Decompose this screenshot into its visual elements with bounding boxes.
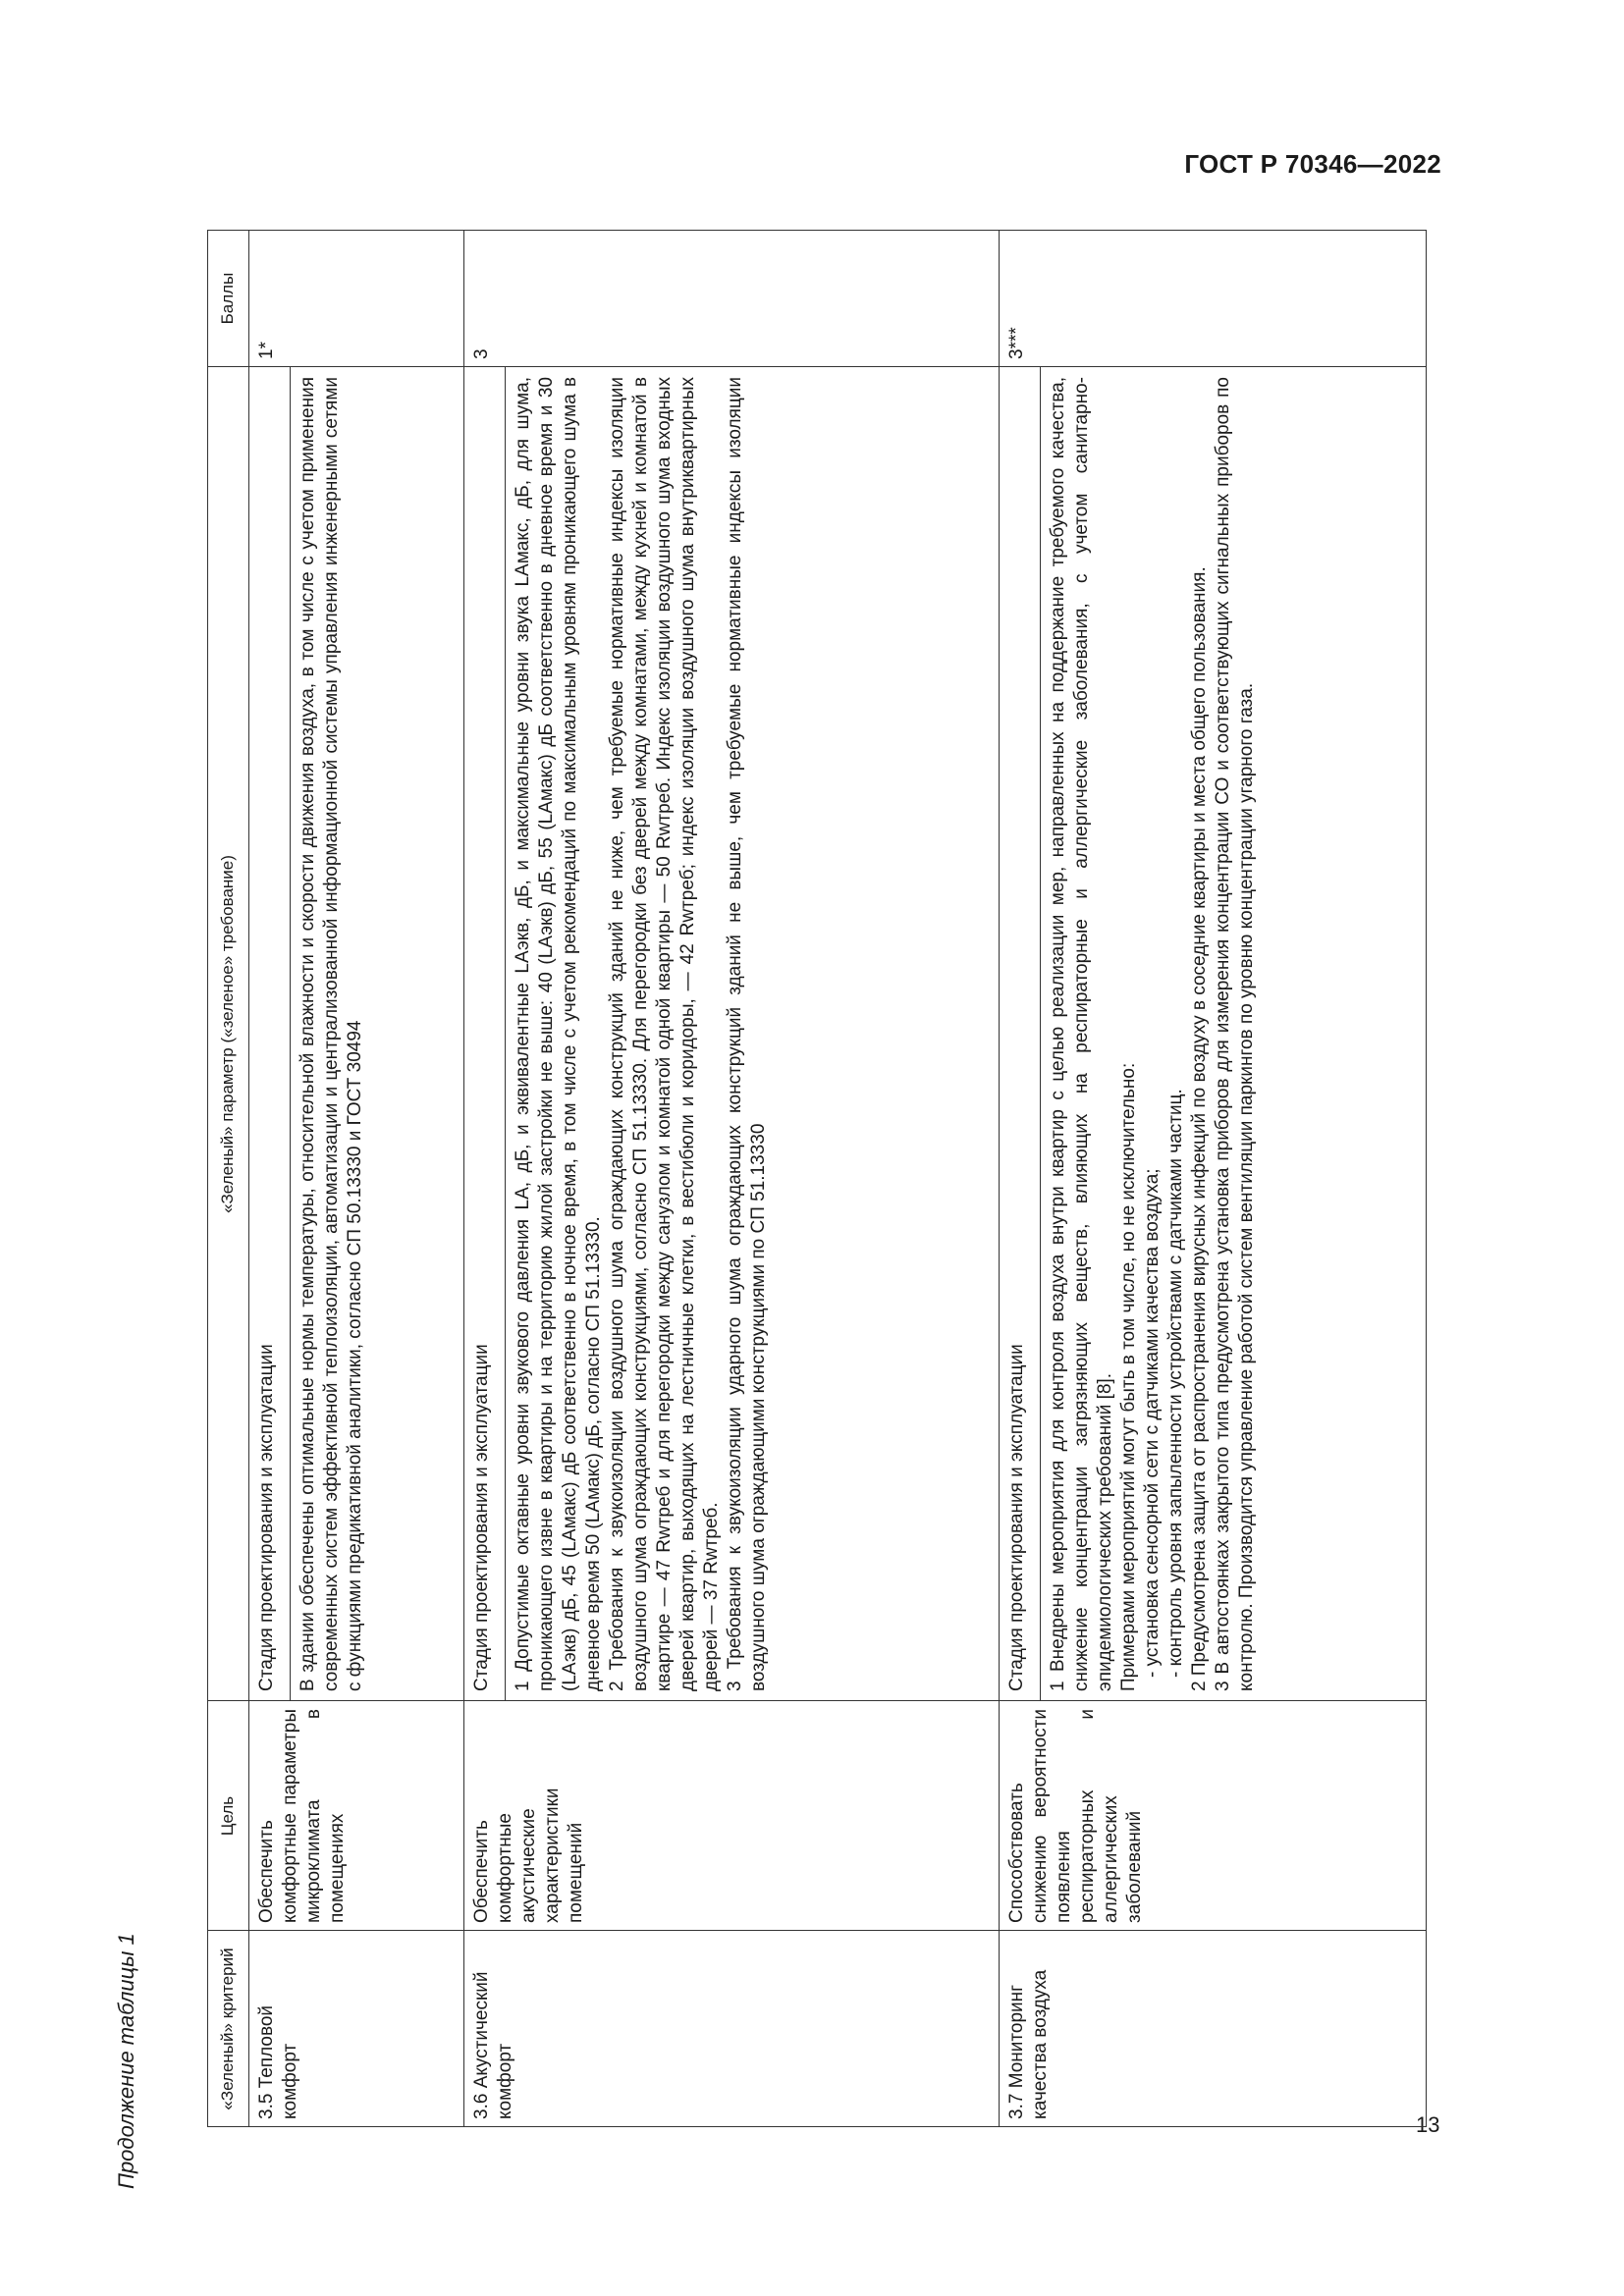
points-cell: 3*** (1006, 327, 1027, 359)
requirement-paragraph: 2 Предусмотрена защита от распространения вирусных инфекций по воздуху в соседние квартиры и места общего пользования. (1189, 566, 1210, 1691)
table-frame (207, 230, 1427, 2127)
stage-label: Стадия проектирования и эксплуатации (1000, 367, 1041, 1701)
requirement-bullet: - установка сенсорной сети с датчиками качества воздуха; (1142, 1168, 1163, 1678)
header-parameter: «Зеленый» параметр («зеленое» требование) (218, 855, 237, 1213)
stage-label: Стадия проектирования и эксплуатации (464, 367, 506, 1701)
goal-cell: Обеспечить комфортные параметры микроклимата в помещениях (256, 1709, 348, 1923)
requirement-paragraph: 1 Внедрены мероприятия для контроля воздуха внутри квартир с целью реализации мер, направленных на поддержание требуемого качества, снижение концентрации загрязняющих веществ, влияющих на респираторные и аллергические заболевания, с учетом санитарно-эпидемиологических требований [8]. (1048, 377, 1115, 1691)
requirement-paragraph: 3 В автостоянках закрытого типа предусмотрена установка приборов для измерения концентрации СО и соответствующих сигнальных приборов по контролю. Производится управление работой систем вентиляции паркингов по уровню концентрации угарного газа. (1213, 377, 1257, 1691)
criterion-cell: 3.7 Мониторинг качества воздуха (1006, 1969, 1051, 2119)
stage-label: Стадия проектирования и эксплуатации (249, 367, 291, 1701)
criterion-cell: 3.5 Тепловой комфорт (256, 2004, 300, 2119)
goal-cell: Обеспечить комфортные акустические характеристики помещений (471, 1788, 586, 1923)
header-criterion: «Зеленый» критерий (218, 1948, 237, 2110)
criteria-table (207, 230, 1427, 2127)
requirement-bullet: - контроль уровня запыленности устройствами с датчиками частиц. (1165, 1089, 1186, 1678)
requirement-paragraph: Примерами мероприятий могут быть в том числе, но не исключительно: (1118, 1062, 1139, 1691)
points-cell: 1* (256, 342, 277, 359)
header-points: Баллы (218, 272, 237, 325)
header-goal: Цель (218, 1795, 237, 1837)
points-cell: 3 (471, 348, 492, 359)
criterion-cell: 3.6 Акустический комфорт (471, 1971, 515, 2119)
requirement-paragraph: 1 Допустимые октавные уровни звукового давления LA, дБ, и эквивалентные LАэкв, дБ, и максимальные уровни звука LАмакс, дБ, для шума, проникающего извне в квартиры и на территорию жилой застройки не выше: 40 (LАэкв) дБ, 55 (LАмакс) дБ соответственно в дневное время и 30 (LАэкв) дБ, 45 (LАмакс) дБ соответственно в ночное время, в том числе с учетом рекомендаций по максимальным уровням проникающего шума в дневное время 50 (LАмакс) дБ, согласно СП 51.13330. (513, 377, 604, 1691)
requirement-paragraph: 3 Требования к звукоизоляции ударного шума ограждающих конструкций зданий не выше, чем требуемые нормативные индексы изоляции воздушного шума ограждающими конструкциями по СП 51.13330 (725, 377, 769, 1691)
requirement-paragraph: 2 Требования к звукоизоляции воздушного шума ограждающих конструкций зданий не ниже, чем требуемые нормативные индексы изоляции воздушного шума ограждающих конструкциями, согласно СП 51.13330. Для перегородки без дверей между комнатами, между кухней и комнатой в квартире — 47 Rwтреб и для перегородки между санузлом и комнатой одной квартиры — 50 Rwтреб. Индекс изоляции воздушного шума входных дверей квартир, выходящих на лестничные клетки, в вестибюли и коридоры, — 42 Rwтреб; индекс изоляции воздушного шума внутриквартирных дверей — 37 Rwтреб. (607, 377, 722, 1691)
requirement-paragraph: В здании обеспечены оптимальные нормы температуры, относительной влажности и скорости движения воздуха, в том числе с учетом применения современных систем эффективной теплоизоляции, автоматизации и централизованной информационной системы управления инженерными сетями с функциями предикативной аналитики, согласно СП 50.13330 и ГОСТ 30494 (298, 377, 365, 1691)
table-caption: Продолжение таблицы 1 (114, 1933, 138, 2189)
page-number: 13 (1416, 2112, 1440, 2137)
goal-cell: Способствовать снижению вероятности появления респираторных и аллергических заболеваний (1006, 1709, 1145, 1923)
standard-number: ГОСТ Р 70346—2022 (1184, 149, 1441, 179)
